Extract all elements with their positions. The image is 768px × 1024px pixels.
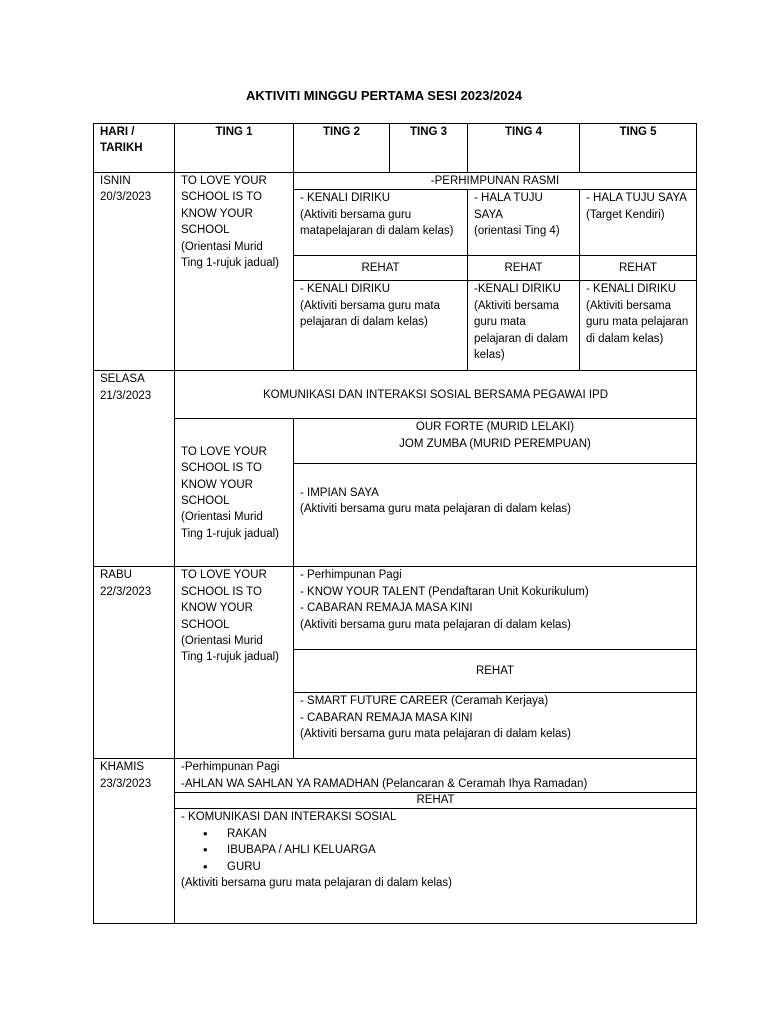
- isnin-ting5-kenali-diriku: - KENALI DIRIKU (Aktiviti bersama guru mata pelajaran di dalam kelas): [580, 281, 697, 371]
- komunikasi-sosial-title: - KOMUNIKASI DAN INTERAKSI SOSIAL: [181, 811, 397, 824]
- rehat-label: REHAT: [294, 256, 468, 281]
- header-ting-1: TING 1: [175, 124, 294, 173]
- our-forte-zumba: OUR FORTE (MURID LELAKI) JOM ZUMBA (MURID PEREMPUAN): [294, 419, 697, 464]
- table-row: [94, 371, 697, 419]
- header-ting-5: TING 5: [580, 124, 697, 173]
- isnin-ting23-kenali-diriku: - KENALI DIRIKU (Aktiviti bersama guru matapelajaran di dalam kelas): [294, 190, 468, 256]
- table-row: [94, 793, 697, 809]
- rabu-pagi-activities: - Perhimpunan Pagi - KNOW YOUR TALENT (Pendaftaran Unit Kokurikulum) - CABARAN REMAJA MASA KINI (Aktiviti bersama guru mata pelajaran di dalam kelas): [294, 567, 697, 650]
- list-item: • RAKAN: [227, 826, 690, 842]
- khamis-komunikasi-cell: [175, 809, 697, 924]
- khamis-pagi-activities: -Perhimpunan Pagi -AHLAN WA SAHLAN YA RAMADHAN (Pelancaran & Ceramah Ihya Ramadan): [175, 759, 697, 793]
- day-selasa: SELASA 21/3/2023: [94, 371, 175, 567]
- header-hari-tarikh: HARI / TARIKH: [94, 124, 175, 173]
- isnin-ting4-hala-tuju: - HALA TUJU SAYA (orientasi Ting 4): [468, 190, 580, 256]
- impian-saya: - IMPIAN SAYA (Aktiviti bersama guru mata pelajaran di dalam kelas): [294, 464, 697, 567]
- ting1-orientasi-isnin: TO LOVE YOUR SCHOOL IS TO KNOW YOUR SCHOOL (Orientasi Murid Ting 1-rujuk jadual): [175, 173, 294, 371]
- rehat-label: REHAT: [580, 256, 697, 281]
- isnin-ting4-kenali-diriku: -KENALI DIRIKU (Aktiviti bersama guru mata pelajaran di dalam kelas): [468, 281, 580, 371]
- list-item: • GURU: [227, 859, 690, 875]
- table-row: [94, 173, 697, 190]
- rehat-label: REHAT: [175, 793, 697, 809]
- rehat-label: REHAT: [468, 256, 580, 281]
- rehat-label: REHAT: [294, 650, 697, 693]
- komunikasi-note: (Aktiviti bersama guru mata pelajaran di dalam kelas): [181, 877, 453, 890]
- page-title: AKTIVITI MINGGU PERTAMA SESI 2023/2024: [246, 88, 522, 103]
- isnin-ting23-kenali-diriku-2: - KENALI DIRIKU (Aktiviti bersama guru mata pelajaran di dalam kelas): [294, 281, 468, 371]
- isnin-ting5-hala-tuju: - HALA TUJU SAYA (Target Kendiri): [580, 190, 697, 256]
- header-ting-3: TING 3: [390, 124, 468, 173]
- day-isnin: ISNIN 20/3/2023: [94, 173, 175, 371]
- header-ting-4: TING 4: [468, 124, 580, 173]
- table-row: [94, 419, 697, 464]
- table-row: [94, 759, 697, 793]
- ting1-orientasi-selasa: TO LOVE YOUR SCHOOL IS TO KNOW YOUR SCHOOL (Orientasi Murid Ting 1-rujuk jadual): [175, 419, 294, 567]
- list-item: • IBUBAPA / AHLI KELUARGA: [227, 842, 690, 858]
- perhimpunan-rasmi: -PERHIMPUNAN RASMI: [294, 173, 697, 190]
- komunikasi-ipd: KOMUNIKASI DAN INTERAKSI SOSIAL BERSAMA PEGAWAI IPD: [175, 371, 697, 419]
- komunikasi-list: [181, 826, 690, 875]
- header-row: [94, 124, 697, 173]
- table-row: [94, 567, 697, 650]
- schedule-table: [93, 123, 697, 924]
- day-rabu: RABU 22/3/2023: [94, 567, 175, 759]
- rabu-petang-activities: - SMART FUTURE CAREER (Ceramah Kerjaya) - CABARAN REMAJA MASA KINI (Aktiviti bersama guru mata pelajaran di dalam kelas): [294, 693, 697, 759]
- ting1-orientasi-rabu: TO LOVE YOUR SCHOOL IS TO KNOW YOUR SCHOOL (Orientasi Murid Ting 1-rujuk jadual): [175, 567, 294, 759]
- table-row: [94, 809, 697, 924]
- day-khamis: KHAMIS 23/3/2023: [94, 759, 175, 924]
- header-ting-2: TING 2: [294, 124, 390, 173]
